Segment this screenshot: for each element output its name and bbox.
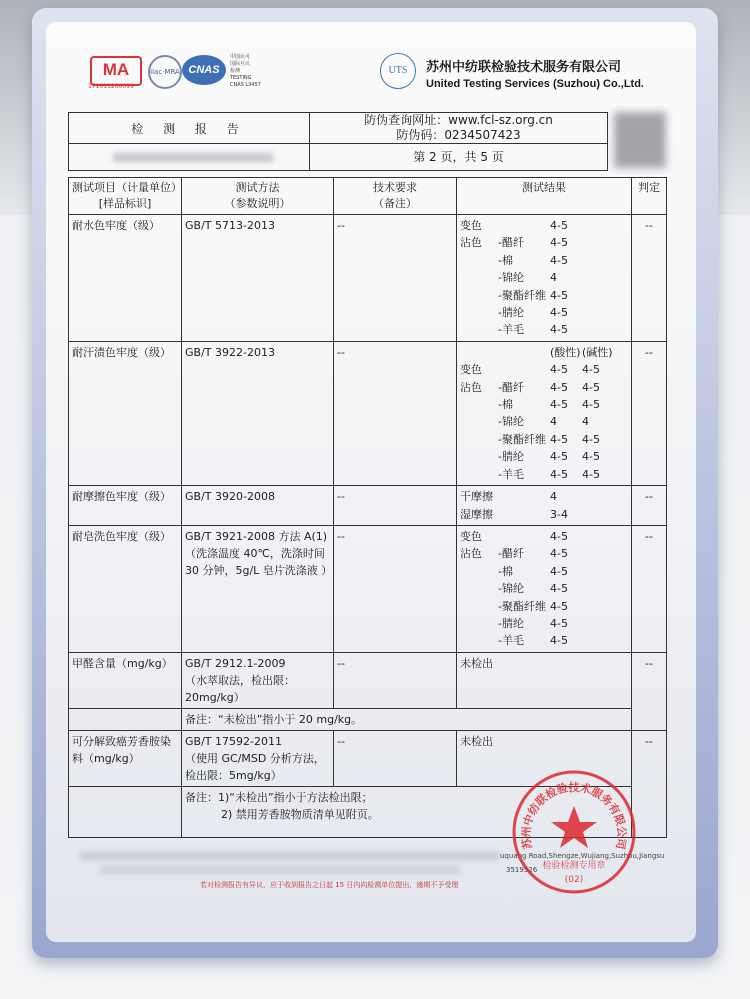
result-cell: -棉 (498, 564, 513, 578)
result-cell: 4-5 (550, 529, 568, 543)
result-cell (498, 528, 550, 545)
blurred-footer-line (80, 852, 500, 860)
item-name: 耐水色牢度（级） (69, 215, 182, 342)
results-table (68, 177, 667, 838)
requirement: -- (334, 730, 457, 786)
note: 备注：1)“未检出”指小于方法检出限； 2) 禁用芳香胺物质清单见附页。 (182, 786, 632, 837)
result-cell (460, 396, 498, 413)
result-cell (582, 580, 614, 597)
method: GB/T 3921-2008 方法 A(1) （洗涤温度 40℃，洗涤时间 30 分钟，5g/L 皂片洗涤液 ） (182, 525, 334, 652)
result-cell: 4-5 (550, 616, 568, 630)
result-cell (582, 269, 614, 286)
judgement: -- (632, 730, 667, 837)
result-cell: 沾色 (460, 380, 482, 394)
result-cell: 4-5 (550, 634, 568, 648)
result-cell (582, 234, 614, 251)
result-cell (582, 563, 614, 580)
result-cell (582, 545, 614, 562)
result-cell: 4-5 (582, 432, 600, 446)
requirement: -- (334, 652, 457, 708)
result-cell: 4-5 (550, 323, 568, 337)
table-row (69, 525, 667, 652)
result-cell: 4-5 (550, 450, 568, 464)
anti-fake-info (310, 113, 608, 144)
result-grid (460, 528, 628, 650)
method: GB/T 2912.1-2009 （水萃取法，检出限： 20mg/kg） (182, 652, 334, 708)
result-cell (460, 448, 498, 465)
result (457, 525, 632, 652)
result-cell: 4-5 (550, 582, 568, 596)
result-cell: 4-5 (582, 467, 600, 481)
result-cell (498, 488, 550, 505)
result-cell: 4-5 (550, 288, 568, 302)
blurred-footer-line (100, 866, 460, 874)
table-row (69, 341, 667, 485)
judgement: -- (632, 486, 667, 526)
item-empty (69, 786, 182, 837)
cnas-text: 中国认可 国际互认 检测 TESTING CNAS L3457 (230, 54, 261, 88)
result-cell: -聚酯纤维 (498, 432, 546, 446)
col-requirement: 技术要求 （备注） (334, 178, 457, 215)
result-cell (582, 252, 614, 269)
footer-notice: 若对检测报告有异议，应于收到报告之日起 15 日内向检测单位提出，逾期不予受理 (200, 881, 459, 889)
result-cell (498, 506, 550, 523)
svg-text:检验检测专用章: 检验检测专用章 (542, 861, 606, 871)
result-cell: 4 (582, 415, 589, 429)
result-cell (460, 632, 498, 649)
col-judgement: 判定 (632, 178, 667, 215)
result-cell (582, 287, 614, 304)
result-cell (460, 431, 498, 448)
result-cell: 干摩擦 (460, 490, 493, 504)
table-row-formaldehyde-note (69, 708, 667, 730)
table-row (69, 215, 667, 342)
method: GB/T 5713-2013 (182, 215, 334, 342)
note: 备注：“未检出”指小于 20 mg/kg。 (182, 708, 632, 730)
result: 未检出 (457, 730, 632, 786)
result-cell: -醋纤 (498, 547, 524, 561)
report-title: 检 测 报 告 (69, 113, 310, 144)
result-cell: 沾色 (460, 547, 482, 561)
result-cell: 4-5 (582, 398, 600, 412)
result-cell: 4-5 (550, 219, 568, 232)
item-name: 可分解致癌芳香胺染料（mg/kg） (69, 730, 182, 786)
result (457, 341, 632, 485)
result-cell: 4-5 (550, 253, 568, 267)
certification-logos (90, 52, 290, 92)
result-cell: 变色 (460, 363, 482, 377)
method: GB/T 3920-2008 (182, 486, 334, 526)
table-row-formaldehyde (69, 652, 667, 708)
result-cell: 4-5 (550, 432, 568, 446)
result-cell: -羊毛 (498, 323, 524, 337)
col-result: 测试结果 (457, 178, 632, 215)
page-info: 第 2 页，共 5 页 (310, 144, 608, 171)
result-cell (582, 488, 614, 505)
footer-address: uquang Road,Shengze,Wujiang,Suzhou,Jiangsu (500, 852, 665, 860)
result-cell: 3-4 (550, 507, 568, 521)
result-cell: -醋纤 (498, 380, 524, 394)
requirement: -- (334, 215, 457, 342)
result-grid (460, 217, 628, 339)
result-cell (582, 598, 614, 615)
result-cell: (酸性) (550, 345, 581, 359)
svg-text:(02): (02) (564, 875, 584, 885)
item-name: 耐摩擦色牢度（级） (69, 486, 182, 526)
result-cell (582, 217, 614, 234)
anti-fake-code: 防伪码：0234507423 (396, 128, 521, 142)
judgement: -- (632, 525, 667, 652)
report-header-table (68, 112, 608, 171)
table-row (69, 486, 667, 526)
result-cell: 4-5 (550, 599, 568, 613)
requirement: -- (334, 486, 457, 526)
result-grid (460, 488, 628, 523)
result-cell: 4-5 (550, 380, 568, 394)
col-item: 测试项目（计量单位） [样品标识] (69, 178, 182, 215)
result-cell: -棉 (498, 253, 513, 267)
judgement: -- (632, 652, 667, 730)
result-cell: 湿摩擦 (460, 507, 493, 521)
method: GB/T 3922-2013 (182, 341, 334, 485)
result-cell: -腈纶 (498, 306, 524, 320)
judgement: -- (632, 341, 667, 485)
result-cell: -锦纶 (498, 271, 524, 285)
result-cell: -羊毛 (498, 467, 524, 481)
item-name: 耐皂洗色牢度（级） (69, 525, 182, 652)
query-site: 防伪查询网址：www.fcl-sz.org.cn (364, 113, 553, 127)
cnas-logo: CNAS (182, 55, 226, 85)
result-cell (498, 361, 550, 378)
result-cell: -醋纤 (498, 236, 524, 250)
official-seal (510, 768, 638, 896)
result-cell (460, 344, 498, 361)
result-cell (582, 528, 614, 545)
result-cell (582, 615, 614, 632)
result-cell: -羊毛 (498, 634, 524, 648)
company-name-cn: 苏州中纺联检验技术服务有限公司 (426, 60, 622, 75)
result-cell: 变色 (460, 529, 482, 543)
result-cell: -锦纶 (498, 415, 524, 429)
col-method: 测试方法 （参数说明） (182, 178, 334, 215)
qr-code (614, 112, 666, 168)
company-name-en: United Testing Services (Suzhou) Co.,Ltd. (426, 78, 644, 90)
uts-logo: UTS (380, 53, 416, 89)
ilac-logo: ilac·MRA (148, 55, 182, 89)
result-cell (582, 506, 614, 523)
blurred-report-number (69, 144, 310, 171)
result-cell: -聚酯纤维 (498, 599, 546, 613)
result-cell: 4-5 (550, 363, 568, 377)
result-cell: -腈纶 (498, 616, 524, 630)
item-empty (69, 708, 182, 730)
item-name: 甲醛含量（mg/kg） (69, 652, 182, 708)
result: 未检出 (457, 652, 632, 708)
result-cell: 变色 (460, 219, 482, 232)
result (457, 486, 632, 526)
result-cell (460, 304, 498, 321)
cma-number: 171011260099 (88, 83, 134, 90)
judgement: -- (632, 215, 667, 342)
result-cell: 4-5 (550, 306, 568, 320)
result-cell: -腈纶 (498, 450, 524, 464)
cma-logo: MA (90, 56, 142, 86)
result-cell: 4-5 (550, 564, 568, 578)
result-cell (582, 632, 614, 649)
method: GB/T 17592-2011 （使用 GC/MSD 分析方法， 检出限：5mg/kg） (182, 730, 334, 786)
result-cell (460, 466, 498, 483)
result-cell: -聚酯纤维 (498, 288, 546, 302)
result-cell (460, 269, 498, 286)
result-cell (498, 217, 550, 234)
requirement: -- (334, 525, 457, 652)
result-cell: 4 (550, 271, 557, 285)
result-cell: 4-5 (550, 467, 568, 481)
result-cell (460, 598, 498, 615)
result-cell: (碱性) (582, 345, 613, 359)
footer-number: 3519526 (506, 866, 538, 874)
result-cell: 4-5 (582, 363, 600, 377)
item-name: 耐汗渍色牢度（级） (69, 341, 182, 485)
result-cell (460, 252, 498, 269)
svg-text:苏州中纺联检验技术服务有限公司: 苏州中纺联检验技术服务有限公司 (519, 780, 629, 851)
result-cell: 沾色 (460, 236, 482, 250)
result-cell: 4 (550, 490, 557, 504)
result-cell: 4-5 (582, 450, 600, 464)
result-cell (460, 563, 498, 580)
result-cell: -棉 (498, 398, 513, 412)
result-cell: 4-5 (582, 380, 600, 394)
result-cell: 4-5 (550, 398, 568, 412)
table-header-row (69, 178, 667, 215)
result-cell (460, 321, 498, 338)
result-cell (460, 287, 498, 304)
result-cell (460, 615, 498, 632)
result-cell (498, 344, 550, 361)
requirement: -- (334, 341, 457, 485)
result-cell: 4-5 (550, 547, 568, 561)
result-cell (582, 304, 614, 321)
result-cell: 4 (550, 415, 557, 429)
result-cell (460, 413, 498, 430)
result-cell: 4-5 (550, 236, 568, 250)
result-cell: -锦纶 (498, 582, 524, 596)
result-cell (582, 321, 614, 338)
result (457, 215, 632, 342)
result-grid (460, 344, 628, 483)
result-cell (460, 580, 498, 597)
